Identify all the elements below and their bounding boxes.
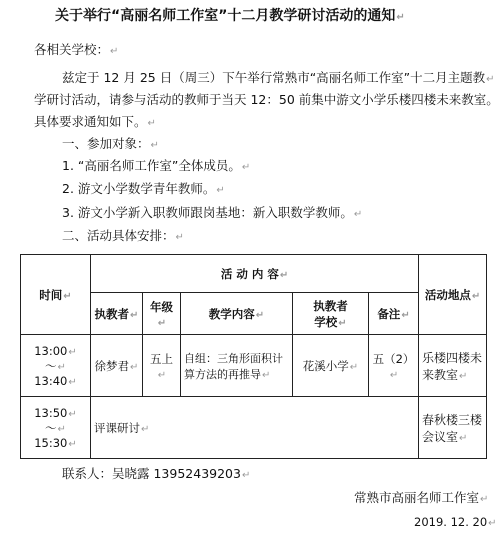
grade-header-cell <box>143 293 181 335</box>
note-header-text: 备注 <box>377 306 401 321</box>
participant-text: 1. “高丽名师工作室”全体成员。 <box>62 158 241 173</box>
paragraph-mark-icon: ↵ <box>349 361 359 373</box>
activity-text: 评课研讨 <box>94 420 140 435</box>
title-text: 关于举行“高丽名师工作室”十二月教学研讨活动的通知 <box>55 8 396 24</box>
time-start: 13:00 <box>34 343 68 358</box>
paragraph-mark-icon: ↵ <box>255 309 265 321</box>
intro-text-1: 兹定于 12 月 25 日（周三）下午举行常熟市“高丽名师工作室”十二月主题教 <box>62 70 486 85</box>
salutation-text: 各相关学校： <box>34 42 110 57</box>
schedule-table <box>20 254 487 459</box>
intro-line-2 <box>34 92 499 108</box>
time-end: 13:40 <box>34 373 68 388</box>
activity-header-cell <box>91 255 419 293</box>
activity-cell <box>91 397 419 459</box>
location-header-text: 活动地点 <box>424 287 471 302</box>
contact-text: 联系人：吴晓露 13952439203 <box>62 466 241 481</box>
school-cell <box>293 335 369 397</box>
paragraph-mark-icon: ↵ <box>150 140 159 151</box>
time-header-cell <box>21 255 91 335</box>
section2-heading <box>62 228 184 246</box>
note-cell <box>369 335 419 397</box>
school-header-text-2: 学校 <box>314 314 338 329</box>
paragraph-mark-icon: ↵ <box>216 185 225 196</box>
location-header-cell <box>419 255 487 335</box>
paragraph-mark-icon: ↵ <box>241 162 251 173</box>
location-cell <box>419 335 487 397</box>
intro-text-2: 学研讨活动，请参与活动的教师于当天 12：50 前集中游文小学乐楼四楼未来教室。 <box>34 92 499 107</box>
time-cell <box>21 335 91 397</box>
paragraph-mark-icon: ↵ <box>459 370 468 382</box>
paragraph-mark-icon: ↵ <box>279 269 289 281</box>
intro-line-1 <box>62 70 495 88</box>
paragraph-mark-icon: ↵ <box>401 309 410 321</box>
content-header-cell <box>181 293 293 335</box>
location-text: 春秋楼三楼会议室 <box>422 412 483 444</box>
paragraph-mark-icon: ↵ <box>241 470 251 481</box>
paragraph-mark-icon: ↵ <box>480 494 489 505</box>
signature-date <box>414 514 497 532</box>
paragraph-mark-icon: ↵ <box>338 317 347 329</box>
paragraph-mark-icon: ↵ <box>157 317 167 329</box>
paragraph-mark-icon: ↵ <box>488 518 497 529</box>
content-cell <box>181 335 293 397</box>
paragraph-mark-icon: ↵ <box>471 290 481 302</box>
paragraph-mark-icon: ↵ <box>130 309 139 321</box>
paragraph-mark-icon: ↵ <box>57 423 66 435</box>
location-cell <box>419 397 487 459</box>
paragraph-mark-icon: ↵ <box>389 369 399 381</box>
table-row <box>21 335 487 397</box>
signature-date-text: 2019. 12. 20 <box>414 515 488 529</box>
paragraph-mark-icon: ↵ <box>353 209 363 220</box>
time-cell <box>21 397 91 459</box>
paragraph-mark-icon: ↵ <box>459 432 468 444</box>
teacher-text: 徐梦君 <box>94 358 130 373</box>
activity-header-text: 活 动 内 容 <box>220 266 279 281</box>
paragraph-mark-icon: ↵ <box>175 232 184 243</box>
signature-org <box>354 490 488 508</box>
teacher-cell <box>91 335 143 397</box>
location-text: 乐楼四楼未来教室 <box>422 350 483 382</box>
grade-header-text: 年级 <box>150 299 173 314</box>
section2-heading-text: 二、活动具体安排： <box>62 228 175 243</box>
school-header-text-1: 执教者 <box>313 298 348 313</box>
participant-item <box>62 181 225 199</box>
paragraph-mark-icon: ↵ <box>68 408 77 420</box>
grade-cell <box>143 335 181 397</box>
paragraph-mark-icon: ↵ <box>68 346 77 358</box>
intro-line-3 <box>34 114 156 132</box>
time-end: 15:30 <box>34 435 68 450</box>
paragraph-mark-icon: ↵ <box>396 12 405 23</box>
participant-item <box>62 205 362 223</box>
paragraph-mark-icon: ↵ <box>147 118 156 129</box>
note-header-cell <box>369 293 419 335</box>
time-header-text: 时间 <box>39 287 63 302</box>
participant-item <box>62 158 250 176</box>
school-text: 花溪小学 <box>302 358 349 373</box>
paragraph-mark-icon: ↵ <box>141 423 150 435</box>
content-header-text: 教学内容 <box>208 306 255 321</box>
teacher-header-cell <box>91 293 143 335</box>
paragraph-mark-icon: ↵ <box>68 438 77 450</box>
note-text: 五（2） <box>372 351 415 366</box>
paragraph-mark-icon: ↵ <box>157 369 167 381</box>
paragraph-mark-icon: ↵ <box>486 74 495 85</box>
paragraph-mark-icon: ↵ <box>262 369 271 381</box>
grade-text: 五上 <box>150 351 173 366</box>
time-separator: ～ <box>45 358 57 373</box>
salutation <box>34 42 118 60</box>
school-header-cell <box>293 293 369 335</box>
paragraph-mark-icon: ↵ <box>68 376 77 388</box>
contact-line <box>62 466 250 484</box>
participant-text: 3. 游文小学新入职教师跟岗基地：新入职数学教师。 <box>62 205 353 220</box>
content-text: 自组：三角形面积计算方法的再推导 <box>184 351 283 381</box>
paragraph-mark-icon: ↵ <box>130 361 139 373</box>
paragraph-mark-icon: ↵ <box>63 290 72 302</box>
section1-heading-text: 一、参加对象： <box>62 136 150 151</box>
document-title <box>55 8 405 26</box>
time-start: 13:50 <box>34 405 68 420</box>
paragraph-mark-icon: ↵ <box>57 361 66 373</box>
participant-text: 2. 游文小学数学青年教师。 <box>62 181 216 196</box>
intro-text-3: 具体要求通知如下。 <box>34 114 147 129</box>
table-row <box>21 397 487 459</box>
section1-heading <box>62 136 159 154</box>
time-separator: ～ <box>45 420 57 435</box>
teacher-header-text: 执教者 <box>94 306 130 321</box>
signature-org-text: 常熟市高丽名师工作室 <box>354 490 480 505</box>
paragraph-mark-icon: ↵ <box>110 46 119 57</box>
